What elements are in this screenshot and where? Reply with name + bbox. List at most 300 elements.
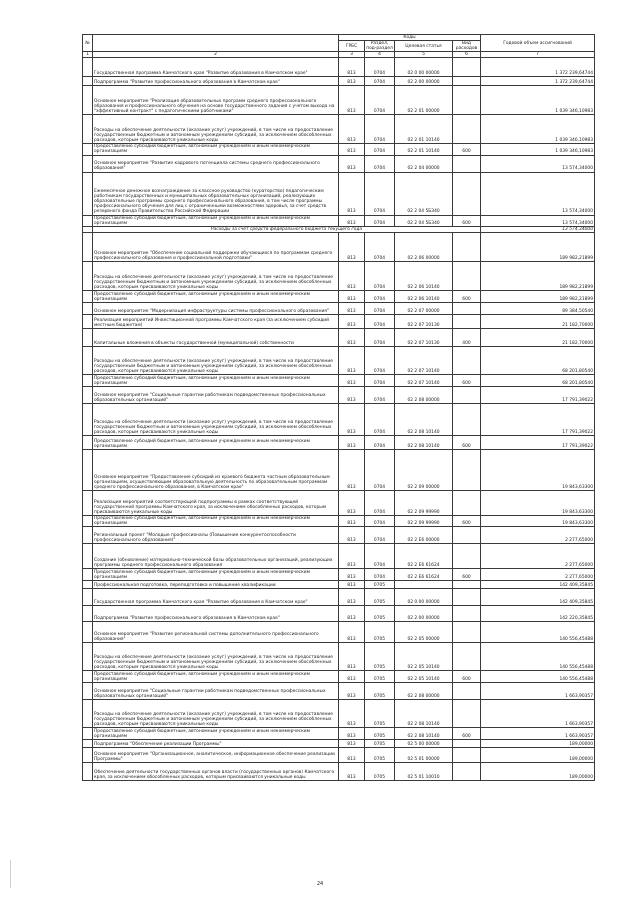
cell-target bbox=[395, 581, 453, 589]
cell-amount: 68 201,80540 bbox=[481, 346, 595, 374]
cell-section: 0704 bbox=[365, 86, 395, 115]
table-row bbox=[83, 606, 595, 622]
cell-target: 02 2 05 10140 bbox=[395, 643, 453, 671]
cell-num bbox=[83, 261, 93, 290]
column-number: 5 bbox=[395, 52, 453, 58]
cell-expense bbox=[453, 589, 481, 606]
cell-grbs: 813 bbox=[339, 643, 365, 671]
cell-expense bbox=[453, 763, 481, 781]
cell-section: 0704 bbox=[365, 232, 395, 261]
cell-name: Капитальные вложения в объекты государственной (муниципальной) собственности bbox=[93, 328, 339, 346]
cell-target: 02 2 Е6 61624 bbox=[395, 569, 453, 581]
cell-section: 0705 bbox=[365, 643, 395, 671]
cell-section: 0704 bbox=[365, 215, 395, 226]
cell-target: 02 2 08 10140 bbox=[395, 435, 453, 449]
cell-section: 0704 bbox=[365, 115, 395, 144]
cell-amount: 1 663,90357 bbox=[481, 683, 595, 700]
cell-name: Основное мероприятие "Реализация образовательных программ среднего профессионального образования и профессионального обучения на основе государственного задания с учетом выхода на "эффективный контракт" с педагогическими работниками" bbox=[93, 86, 339, 115]
cell-name: Основное мероприятие "Организационное, аналитическое, информационное обеспечение реализации Программы" bbox=[93, 748, 339, 763]
column-number: 4 bbox=[365, 52, 395, 58]
cell-num bbox=[83, 232, 93, 261]
cell-name: Предоставление субсидий бюджетным, автономным учреждениям и иным некоммерческим организациям bbox=[93, 728, 339, 740]
cell-target: 02 2 05 10140 bbox=[395, 671, 453, 683]
cell-target: 02 2 04 5Б340 bbox=[395, 215, 453, 226]
cell-num bbox=[83, 314, 93, 328]
cell-section: 0705 bbox=[365, 740, 395, 748]
table-row bbox=[83, 314, 595, 328]
cell-expense bbox=[453, 314, 481, 328]
column-number: 1 bbox=[83, 52, 93, 58]
cell-name: Предоставление субсидий бюджетным, автономным учреждениям и иным некоммерческим организациям bbox=[93, 290, 339, 302]
table-row bbox=[83, 328, 595, 346]
cell-amount: 189,00000 bbox=[481, 763, 595, 781]
cell-expense bbox=[453, 155, 481, 172]
cell-target: 02 2 01 00000 bbox=[395, 86, 453, 115]
header-grbs: ГРБС bbox=[339, 41, 365, 52]
cell-num bbox=[83, 155, 93, 172]
cell-amount: 189 982,21899 bbox=[481, 232, 595, 261]
header-name bbox=[93, 35, 339, 52]
column-number: 3 bbox=[339, 52, 365, 58]
cell-expense: 600 bbox=[453, 728, 481, 740]
table-row bbox=[83, 527, 595, 544]
cell-section: 0704 bbox=[365, 328, 395, 346]
cell-grbs: 813 bbox=[339, 403, 365, 435]
table-row bbox=[83, 232, 595, 261]
table-row bbox=[83, 589, 595, 606]
cell-num bbox=[83, 115, 93, 144]
cell-grbs: 813 bbox=[339, 622, 365, 643]
cell-grbs: 813 bbox=[339, 700, 365, 728]
column-number: 7 bbox=[481, 52, 595, 58]
cell-num bbox=[83, 544, 93, 569]
cell-amount: 140 556,45488 bbox=[481, 671, 595, 683]
cell-grbs: 813 bbox=[339, 386, 365, 403]
cell-name: Реализация мероприятий Инвестиционной программы Камчатского края (за исключением субсидий местным бюджетам) bbox=[93, 314, 339, 328]
cell-amount: 142 409,35845 bbox=[481, 589, 595, 606]
cell-grbs: 813 bbox=[339, 346, 365, 374]
cell-section: 0704 bbox=[365, 449, 395, 490]
cell-expense bbox=[453, 403, 481, 435]
cell-target: 02 2 07 10140 bbox=[395, 374, 453, 386]
cell-note: Расходы за счет средств федерального бюджета текущего года bbox=[93, 226, 481, 232]
cell-name: Профессиональная подготовка, переподготовка и повышение квалификации bbox=[93, 581, 339, 589]
table-row bbox=[83, 77, 595, 86]
cell-amount: 189 982,21899 bbox=[481, 261, 595, 290]
table-row bbox=[83, 302, 595, 314]
cell-expense bbox=[453, 115, 481, 144]
cell-grbs: 813 bbox=[339, 740, 365, 748]
cell-num bbox=[83, 643, 93, 671]
cell-num bbox=[83, 302, 93, 314]
cell-section: 0704 bbox=[365, 302, 395, 314]
cell-target: 02 2 06 10140 bbox=[395, 261, 453, 290]
cell-amount: 2 277,65000 bbox=[481, 569, 595, 581]
cell-name: Государственная программа Камчатского края "Развитие образования в Камчатском крае" bbox=[93, 58, 339, 77]
cell-target: 02 2 06 00000 bbox=[395, 232, 453, 261]
cell-grbs: 813 bbox=[339, 232, 365, 261]
table-row bbox=[83, 58, 595, 77]
table-row bbox=[83, 449, 595, 490]
cell-expense bbox=[453, 346, 481, 374]
table-row bbox=[83, 346, 595, 374]
cell-num bbox=[83, 403, 93, 435]
cell-name: Основное мероприятие "Социальные гарантии работникам подведомственных профессиональных образовательных организаций" bbox=[93, 683, 339, 700]
cell-target: 02 0 00 00000 bbox=[395, 589, 453, 606]
cell-section: 0704 bbox=[365, 290, 395, 302]
cell-target: 02 2 01 10140 bbox=[395, 144, 453, 155]
cell-num bbox=[83, 346, 93, 374]
cell-name: Расходы на обеспечение деятельности (оказание услуг) учреждений, в том числе на предоставление государственным бюджетным и автономным учреждениям субсидий, за исключением обособленных расходов, которым присваиваются уникальные коды bbox=[93, 700, 339, 728]
cell-grbs: 813 bbox=[339, 77, 365, 86]
cell-section: 0705 bbox=[365, 606, 395, 622]
cell-expense bbox=[453, 606, 481, 622]
cell-amount: 13 574,34000 bbox=[481, 226, 595, 232]
cell-name: Предоставление субсидий бюджетным, автономным учреждениям и иным некоммерческим организациям bbox=[93, 671, 339, 683]
cell-expense bbox=[453, 302, 481, 314]
cell-num bbox=[83, 435, 93, 449]
cell-name: Предоставление субсидий бюджетным, автономным учреждениям и иным некоммерческим организациям bbox=[93, 569, 339, 581]
cell-grbs: 813 bbox=[339, 290, 365, 302]
cell-target: 02 2 00 00000 bbox=[395, 606, 453, 622]
cell-section: 0704 bbox=[365, 435, 395, 449]
cell-name: Ежемесячное денежное вознаграждение за классное руководство (кураторство) педагогическим работникам государственных и муниципальных образовательных организаций, реализующих образовательные программы среднего профессионального образования, в том числе программы профессионального обучения для лиц с ограниченными возможностями здоровья, за счет средств резервного фонда Правительства Российской Федерации bbox=[93, 172, 339, 215]
table-row bbox=[83, 700, 595, 728]
cell-section: 0704 bbox=[365, 314, 395, 328]
cell-name: Предоставление субсидий бюджетным, автономным учреждениям и иным некоммерческим организациям bbox=[93, 435, 339, 449]
cell-section: 0704 bbox=[365, 172, 395, 215]
cell-name: Обеспечение деятельности государственных органов власти (государственных органов) Камчатского края, за исключением обособленных расходов, которым присваиваются уникальные коды bbox=[93, 763, 339, 781]
cell-expense bbox=[453, 490, 481, 515]
cell-expense bbox=[453, 58, 481, 77]
header-amount: Годовой объем ассигнований bbox=[481, 35, 595, 52]
cell-section: 0705 bbox=[365, 683, 395, 700]
cell-target: 02 2 07 00000 bbox=[395, 302, 453, 314]
cell-grbs: 813 bbox=[339, 155, 365, 172]
cell-section: 0704 bbox=[365, 261, 395, 290]
cell-amount: 142 220,35845 bbox=[481, 606, 595, 622]
header-code-group: Коды bbox=[339, 35, 481, 41]
cell-target: 02 2 08 00000 bbox=[395, 683, 453, 700]
cell-section: 0704 bbox=[365, 544, 395, 569]
cell-section: 0704 bbox=[365, 403, 395, 435]
cell-name: Основное мероприятие "Модернизация инфраструктуры системы профессионального образования" bbox=[93, 302, 339, 314]
table-row bbox=[83, 290, 595, 302]
cell-section: 0704 bbox=[365, 527, 395, 544]
cell-target: 02 2 07 10130 bbox=[395, 328, 453, 346]
cell-amount: 2 277,65000 bbox=[481, 527, 595, 544]
table-row bbox=[83, 144, 595, 155]
cell-expense bbox=[453, 449, 481, 490]
cell-num bbox=[83, 589, 93, 606]
cell-name: Расходы на обеспечение деятельности (оказание услуг) учреждений, в том числе на предоставление государственным бюджетным и автономным учреждениям субсидий, за исключением обособленных расходов, которым присваиваются уникальные коды bbox=[93, 403, 339, 435]
cell-name: Основное мероприятие "Обеспечение социальной поддержки обучающихся по программам среднего профессионального образования и профессиональной подготовки" bbox=[93, 232, 339, 261]
header-target: Целевая статья bbox=[395, 41, 453, 52]
page-number: 24 bbox=[316, 881, 324, 887]
cell-amount: 142 409,35845 bbox=[481, 581, 595, 589]
header-section: Раздел, под-раздел bbox=[366, 41, 393, 52]
cell-amount: 140 556,45488 bbox=[481, 643, 595, 671]
cell-name: Подпрограмма "Развитие профессионального образования в Камчатском крае" bbox=[93, 77, 339, 86]
cell-num bbox=[83, 740, 93, 748]
cell-section: 0705 bbox=[365, 671, 395, 683]
cell-amount: 1 663,90357 bbox=[481, 700, 595, 728]
cell-amount: 2 277,65000 bbox=[481, 544, 595, 569]
cell-section: 0705 bbox=[365, 622, 395, 643]
table-header bbox=[83, 35, 595, 58]
cell-target: 02 2 09 99990 bbox=[395, 515, 453, 526]
cell-amount: 17 791,39022 bbox=[481, 435, 595, 449]
cell-amount: 1 039 346,10983 bbox=[481, 115, 595, 144]
cell-section: 0704 bbox=[365, 155, 395, 172]
cell-expense bbox=[453, 172, 481, 215]
cell-num bbox=[83, 728, 93, 740]
cell-grbs: 813 bbox=[339, 589, 365, 606]
table-row bbox=[83, 115, 595, 144]
cell-num bbox=[83, 374, 93, 386]
cell-num bbox=[83, 86, 93, 115]
cell-num bbox=[83, 606, 93, 622]
cell-amount: 21 182,70000 bbox=[481, 314, 595, 328]
cell-amount: 89 384,50540 bbox=[481, 302, 595, 314]
cell-grbs: 813 bbox=[339, 115, 365, 144]
cell-expense bbox=[453, 86, 481, 115]
cell-target: 02 2 06 10140 bbox=[395, 290, 453, 302]
cell-expense: 600 bbox=[453, 374, 481, 386]
cell-amount: 68 201,80540 bbox=[481, 374, 595, 386]
cell-name: Государственная программа Камчатского края "Развитие образования в Камчатском крае" bbox=[93, 589, 339, 606]
cell-num bbox=[83, 527, 93, 544]
cell-name: Основное мероприятие "Предоставление субсидий из краевого бюджета частным образовательным организациям, осуществляющим образовательную деятельность по образовательным программам среднего профессионального образования, в Камчатском крае" bbox=[93, 449, 339, 490]
cell-grbs: 813 bbox=[339, 172, 365, 215]
cell-target: 02 2 05 00000 bbox=[395, 622, 453, 643]
cell-target: 02 2 07 10140 bbox=[395, 346, 453, 374]
cell-expense: 600 bbox=[453, 290, 481, 302]
cell-section: 0704 bbox=[365, 490, 395, 515]
cell-grbs: 813 bbox=[339, 328, 365, 346]
cell-expense: 600 bbox=[453, 671, 481, 683]
cell-target: 02 5 01 10010 bbox=[395, 763, 453, 781]
cell-num bbox=[83, 144, 93, 155]
cell-amount: 19 843,63300 bbox=[481, 449, 595, 490]
cell-target: 02 5 00 00000 bbox=[395, 740, 453, 748]
cell-num bbox=[83, 172, 93, 215]
cell-amount: 1 039 346,10983 bbox=[481, 86, 595, 115]
cell-amount: 189,00000 bbox=[481, 740, 595, 748]
table-row bbox=[83, 403, 595, 435]
cell-amount: 140 556,45488 bbox=[481, 622, 595, 643]
cell-expense bbox=[453, 386, 481, 403]
cell-amount: 17 791,39022 bbox=[481, 386, 595, 403]
cell-grbs: 813 bbox=[339, 86, 365, 115]
cell-name: Расходы на обеспечение деятельности (оказание услуг) учреждений, в том числе на предоставление государственным бюджетным и автономным учреждениям субсидий, за исключением обособленных расходов, которым присваиваются уникальные коды bbox=[93, 261, 339, 290]
cell-num bbox=[83, 748, 93, 763]
cell-grbs: 813 bbox=[339, 728, 365, 740]
cell-expense bbox=[453, 232, 481, 261]
cell-target: 02 2 04 5Б340 bbox=[395, 172, 453, 215]
cell-name: Создание (обновление) материально-технической базы образовательных организаций, реализующих программы среднего профессионального образования bbox=[93, 544, 339, 569]
cell-name: Расходы на обеспечение деятельности (оказание услуг) учреждений, в том числе на предоставление государственным бюджетным и автономным учреждениям субсидий, за исключением обособленных расходов, которым присваиваются уникальные коды bbox=[93, 643, 339, 671]
cell-grbs: 813 bbox=[339, 581, 365, 589]
cell-section: 0704 bbox=[365, 569, 395, 581]
cell-grbs: 813 bbox=[339, 144, 365, 155]
cell-target: 02 2 Е6 00000 bbox=[395, 527, 453, 544]
cell-num bbox=[83, 700, 93, 728]
cell-grbs: 813 bbox=[339, 515, 365, 526]
cell-name: Предоставление субсидий бюджетным, автономным учреждениям и иным некоммерческим организациям bbox=[93, 144, 339, 155]
cell-expense bbox=[453, 740, 481, 748]
cell-num bbox=[83, 58, 93, 77]
cell-target: 02 0 00 00000 bbox=[395, 58, 453, 77]
table-row bbox=[83, 386, 595, 403]
cell-section: 0704 bbox=[365, 58, 395, 77]
header-num: № bbox=[83, 35, 93, 52]
header-expense: Вид расходов bbox=[453, 41, 481, 52]
cell-target: 02 2 09 00000 bbox=[395, 449, 453, 490]
cell-expense: 600 bbox=[453, 569, 481, 581]
cell-name: Основное мероприятие "Развитие кадрового потенциала системы среднего профессионального образования" bbox=[93, 155, 339, 172]
cell-grbs: 813 bbox=[339, 302, 365, 314]
cell-name: Предоставление субсидий бюджетным, автономным учреждениям и иным некоммерческим организациям bbox=[93, 374, 339, 386]
cell-amount: 21 182,70000 bbox=[481, 328, 595, 346]
cell-expense: 600 bbox=[453, 215, 481, 226]
cell-num bbox=[83, 683, 93, 700]
table-row bbox=[83, 569, 595, 581]
cell-amount: 13 574,34000 bbox=[481, 215, 595, 226]
table-row bbox=[83, 435, 595, 449]
cell-expense bbox=[453, 622, 481, 643]
cell-expense: 400 bbox=[453, 328, 481, 346]
cell-expense bbox=[453, 700, 481, 728]
cell-target: 02 2 08 00000 bbox=[395, 386, 453, 403]
cell-grbs: 813 bbox=[339, 314, 365, 328]
cell-name: Расходы на обеспечение деятельности (оказание услуг) учреждений, в том числе на предоставление государственным бюджетным и автономным учреждениям субсидий, за исключением обособленных расходов, которым присваиваются уникальные коды bbox=[93, 346, 339, 374]
cell-section: 0705 bbox=[365, 763, 395, 781]
cell-expense bbox=[453, 77, 481, 86]
cell-amount: 189,00000 bbox=[481, 748, 595, 763]
table-row bbox=[83, 374, 595, 386]
column-number: 2 bbox=[93, 52, 339, 58]
cell-grbs: 813 bbox=[339, 683, 365, 700]
cell-grbs: 813 bbox=[339, 671, 365, 683]
cell-grbs: 813 bbox=[339, 435, 365, 449]
cell-name: Расходы на обеспечение деятельности (оказание услуг) учреждений, в том числе на предоставление государственным бюджетным и автономным учреждениям субсидий, за исключением обособленных расходов, которым присваиваются уникальные коды bbox=[93, 115, 339, 144]
table-row bbox=[83, 86, 595, 115]
cell-amount: 19 843,63300 bbox=[481, 490, 595, 515]
cell-section: 0704 bbox=[365, 515, 395, 526]
cell-expense bbox=[453, 581, 481, 589]
cell-grbs: 813 bbox=[339, 748, 365, 763]
cell-name: Основное мероприятие "Социальные гарантии работникам подведомственных профессиональных образовательных организаций" bbox=[93, 386, 339, 403]
cell-num bbox=[83, 386, 93, 403]
cell-expense: 600 bbox=[453, 435, 481, 449]
cell-section: 0704 bbox=[365, 346, 395, 374]
cell-amount: 13 574,34000 bbox=[481, 155, 595, 172]
cell-expense: 600 bbox=[453, 144, 481, 155]
cell-section: 0704 bbox=[365, 144, 395, 155]
table-row bbox=[83, 740, 595, 748]
cell-amount: 1 372 239,64744 bbox=[481, 77, 595, 86]
table-row bbox=[83, 622, 595, 643]
cell-target: 02 2 08 10140 bbox=[395, 700, 453, 728]
table-row bbox=[83, 748, 595, 763]
table-row bbox=[83, 763, 595, 781]
table-row bbox=[83, 671, 595, 683]
cell-num bbox=[83, 290, 93, 302]
cell-amount: 1 663,90357 bbox=[481, 728, 595, 740]
cell-target: 02 2 04 00000 bbox=[395, 155, 453, 172]
cell-section: 0705 bbox=[365, 700, 395, 728]
cell-num bbox=[83, 515, 93, 526]
cell-num bbox=[83, 763, 93, 781]
cell-grbs: 813 bbox=[339, 569, 365, 581]
table-row bbox=[83, 544, 595, 569]
cell-amount: 1 372 239,64744 bbox=[481, 58, 595, 77]
cell-name: Предоставление субсидий бюджетным, автономным учреждениям и иным некоммерческим организациям bbox=[93, 515, 339, 526]
cell-name: Основное мероприятие "Развитие региональной системы дополнительного профессионального образования" bbox=[93, 622, 339, 643]
cell-target: 02 2 08 10140 bbox=[395, 403, 453, 435]
cell-grbs: 813 bbox=[339, 58, 365, 77]
cell-target: 02 2 Е6 61624 bbox=[395, 544, 453, 569]
cell-section: 0704 bbox=[365, 374, 395, 386]
cell-name: Реализация мероприятий соответствующей подпрограммы в рамках соответствующей государственной программы Камчатского края, за исключением обособленных расходов, которым присваиваются уникальные коды bbox=[93, 490, 339, 515]
cell-name: Предоставление субсидий бюджетным, автономным учреждениям и иным некоммерческим организациям bbox=[93, 215, 339, 226]
cell-expense bbox=[453, 261, 481, 290]
cell-section: 0704 bbox=[365, 77, 395, 86]
cell-num bbox=[83, 581, 93, 589]
cell-amount: 17 791,39022 bbox=[481, 403, 595, 435]
cell-target: 02 2 09 99990 bbox=[395, 490, 453, 515]
cell-num bbox=[83, 622, 93, 643]
cell-grbs: 813 bbox=[339, 606, 365, 622]
table-row bbox=[83, 728, 595, 740]
table-row bbox=[83, 261, 595, 290]
cell-grbs: 813 bbox=[339, 490, 365, 515]
table-row bbox=[83, 215, 595, 226]
cell-num bbox=[83, 215, 93, 226]
cell-target: 02 2 00 00000 bbox=[395, 77, 453, 86]
cell-target: 02 2 07 10130 bbox=[395, 314, 453, 328]
cell-expense bbox=[453, 748, 481, 763]
cell-amount: 189 982,21899 bbox=[481, 290, 595, 302]
table-row bbox=[83, 683, 595, 700]
cell-amount: 13 574,34000 bbox=[481, 172, 595, 215]
cell-num bbox=[83, 328, 93, 346]
cell-grbs: 813 bbox=[339, 544, 365, 569]
cell-grbs: 813 bbox=[339, 215, 365, 226]
cell-section: 0705 bbox=[365, 748, 395, 763]
cell-expense bbox=[453, 683, 481, 700]
cell-section: 0704 bbox=[365, 386, 395, 403]
table-row bbox=[83, 490, 595, 515]
cell-target: 02 2 08 10140 bbox=[395, 728, 453, 740]
cell-num bbox=[83, 449, 93, 490]
cell-target: 02 5 01 00000 bbox=[395, 748, 453, 763]
cell-grbs: 813 bbox=[339, 449, 365, 490]
cell-grbs: 813 bbox=[339, 374, 365, 386]
cell-num bbox=[83, 77, 93, 86]
cell-name: Региональный проект "Молодые профессионалы (Повышение конкурентоспособности профессионального образования)" bbox=[93, 527, 339, 544]
cell-expense: 600 bbox=[453, 515, 481, 526]
budget-table bbox=[82, 34, 595, 781]
cell-num bbox=[83, 671, 93, 683]
table-body bbox=[83, 58, 595, 781]
cell-amount: 19 843,63300 bbox=[481, 515, 595, 526]
cell-section: 0705 bbox=[365, 589, 395, 606]
cell-section: 0705 bbox=[365, 728, 395, 740]
table-row bbox=[83, 155, 595, 172]
cell-num bbox=[83, 569, 93, 581]
